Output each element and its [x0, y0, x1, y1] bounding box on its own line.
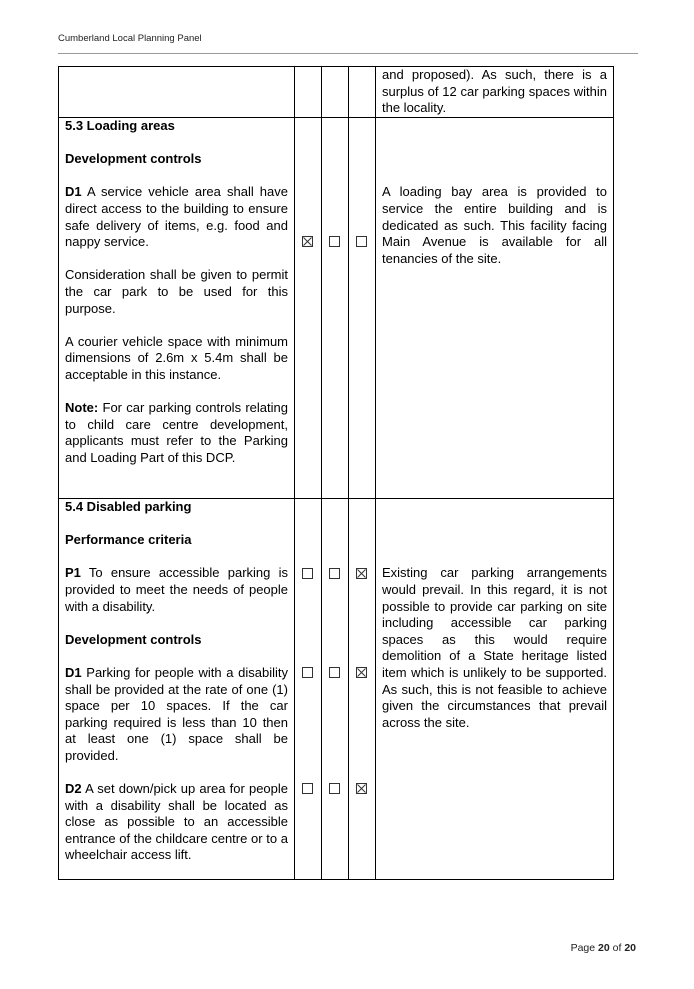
checkbox-cell [322, 499, 349, 880]
checkbox [356, 568, 367, 579]
comment-cell [376, 67, 614, 118]
checkbox [356, 783, 367, 794]
comment-cell [376, 499, 614, 880]
checkbox-cell [349, 499, 376, 880]
control-p1: P1 To ensure accessible parking is provided to meet the needs of people with a disability. [65, 565, 288, 614]
checkbox [302, 568, 313, 579]
page-number: Page 20 of 20 [570, 942, 636, 954]
comment-text: A loading bay area is provided to service the entire building and is dedicated as such. This facility facing Main Avenue is available for all tenancies of the site. [382, 184, 607, 266]
comment-text: and proposed). As such, there is a surplus of 12 car parking spaces within the locality. [382, 67, 607, 116]
checkbox-cell [322, 118, 349, 499]
header-divider [58, 53, 638, 54]
document-header: Cumberland Local Planning Panel [58, 33, 202, 44]
subsection-heading: Development controls [65, 151, 202, 167]
check-cross-icon [303, 237, 312, 246]
control-note: Note: For car parking controls relating to child care centre development, applicants must refer to the Parking and Loading Part of this DCP. [65, 400, 288, 465]
control-paragraph: Consideration shall be given to permit the car park to be used for this purpose. [65, 267, 288, 316]
table-row [59, 499, 614, 880]
subsection-heading: Development controls [65, 631, 202, 647]
control-d2: D2 A set down/pick up area for people with a disability shall be located as close as possible to an accessible entrance of the childcare centre or to a wheelchair access lift. [65, 781, 288, 863]
compliance-table [58, 66, 614, 880]
checkbox-cell [322, 67, 349, 118]
checkbox [356, 236, 367, 247]
checkbox [329, 783, 340, 794]
section-heading: 5.4 Disabled parking [65, 499, 192, 514]
section-heading: 5.3 Loading areas [65, 118, 175, 133]
comment-text: Existing car parking arrangements would prevail. In this regard, it is not possible to provide car parking on site including accessible car parking spaces as this would require demolition of a State heritage listed item which is unlikely to be supported. As such, this is not feasible to achieve given the circumstances that prevail across the site. [382, 565, 607, 730]
control-cell [59, 118, 295, 499]
check-cross-icon [357, 569, 366, 578]
checkbox [302, 236, 313, 247]
checkbox [329, 568, 340, 579]
checkbox-cell [295, 499, 322, 880]
table-row [59, 118, 614, 499]
checkbox [329, 236, 340, 247]
check-cross-icon [357, 668, 366, 677]
control-d1: D1 A service vehicle area shall have direct access to the building to ensure safe delivery of items, e.g. food and nappy service. [65, 184, 288, 250]
control-d1: D1 Parking for people with a disability shall be provided at the rate of one (1) space per 10 spaces. If the car parking required is less than 10 then at least one (1) space shall be provided. [65, 664, 288, 763]
checkbox [302, 783, 313, 794]
control-cell [59, 499, 295, 880]
checkbox-cell [295, 118, 322, 499]
subsection-heading: Performance criteria [65, 532, 192, 548]
checkbox [356, 667, 367, 678]
check-cross-icon [357, 784, 366, 793]
checkbox [329, 667, 340, 678]
control-cell [59, 67, 295, 118]
comment-cell [376, 118, 614, 499]
checkbox-cell [349, 67, 376, 118]
checkbox-cell [295, 67, 322, 118]
checkbox [302, 667, 313, 678]
control-paragraph: A courier vehicle space with minimum dimensions of 2.6m x 5.4m shall be acceptable in this instance. [65, 333, 288, 382]
checkbox-cell [349, 118, 376, 499]
table-row [59, 67, 614, 118]
